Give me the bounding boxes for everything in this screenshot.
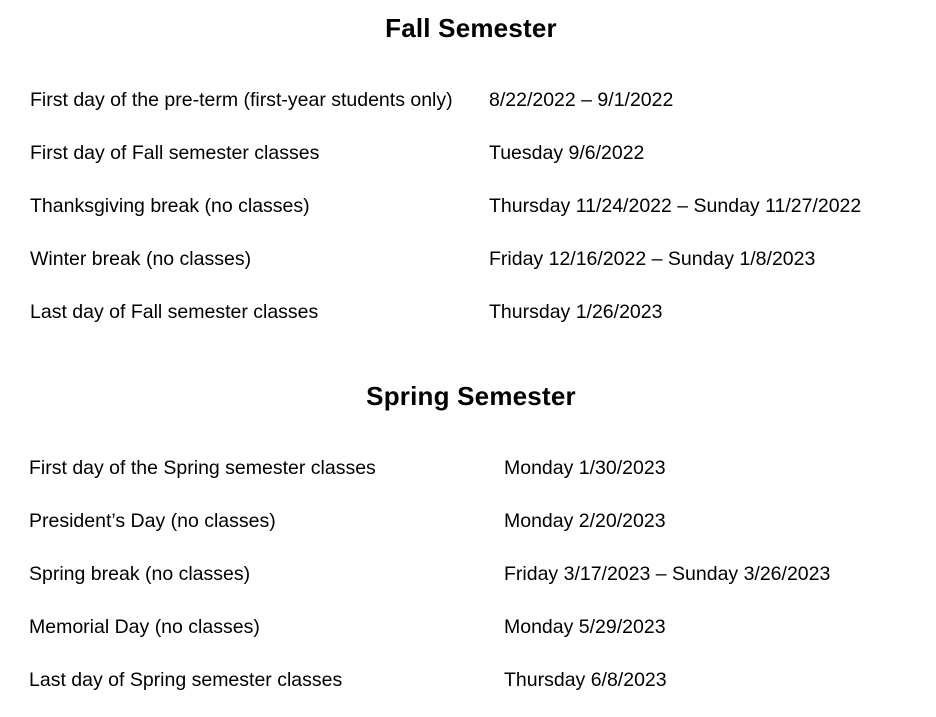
event-label: Last day of Fall semester classes [30,301,319,323]
spring-semester-heading: Spring Semester [366,381,576,411]
calendar-row [0,506,936,536]
event-date: Friday 3/17/2023 – Sunday 3/26/2023 [504,563,831,585]
event-date: Thursday 6/8/2023 [504,669,667,691]
fall-semester-heading: Fall Semester [385,13,557,43]
event-label: Spring break (no classes) [29,563,251,585]
event-date: Friday 12/16/2022 – Sunday 1/8/2023 [489,248,816,270]
calendar-row [0,297,936,327]
calendar-row [0,559,936,589]
event-date: Tuesday 9/6/2022 [489,142,645,164]
event-label: Thanksgiving break (no classes) [30,195,310,217]
event-date: Monday 2/20/2023 [504,510,666,532]
event-date: Thursday 11/24/2022 – Sunday 11/27/2022 [489,195,862,217]
calendar-row [0,244,936,274]
event-date: Monday 1/30/2023 [504,457,666,479]
calendar-row [0,453,936,483]
calendar-row [0,612,936,642]
calendar-row [0,85,936,115]
event-label: Last day of Spring semester classes [29,669,343,691]
event-label: First day of the pre-term (first-year students only) [30,89,453,111]
event-date: 8/22/2022 – 9/1/2022 [489,89,674,111]
calendar-row [0,665,936,695]
calendar-row [0,191,936,221]
event-label: President’s Day (no classes) [29,510,276,532]
event-label: First day of Fall semester classes [30,142,320,164]
event-date: Thursday 1/26/2023 [489,301,663,323]
event-date: Monday 5/29/2023 [504,616,666,638]
event-label: First day of the Spring semester classes [29,457,376,479]
event-label: Memorial Day (no classes) [29,616,260,638]
event-label: Winter break (no classes) [30,248,252,270]
calendar-row [0,138,936,168]
